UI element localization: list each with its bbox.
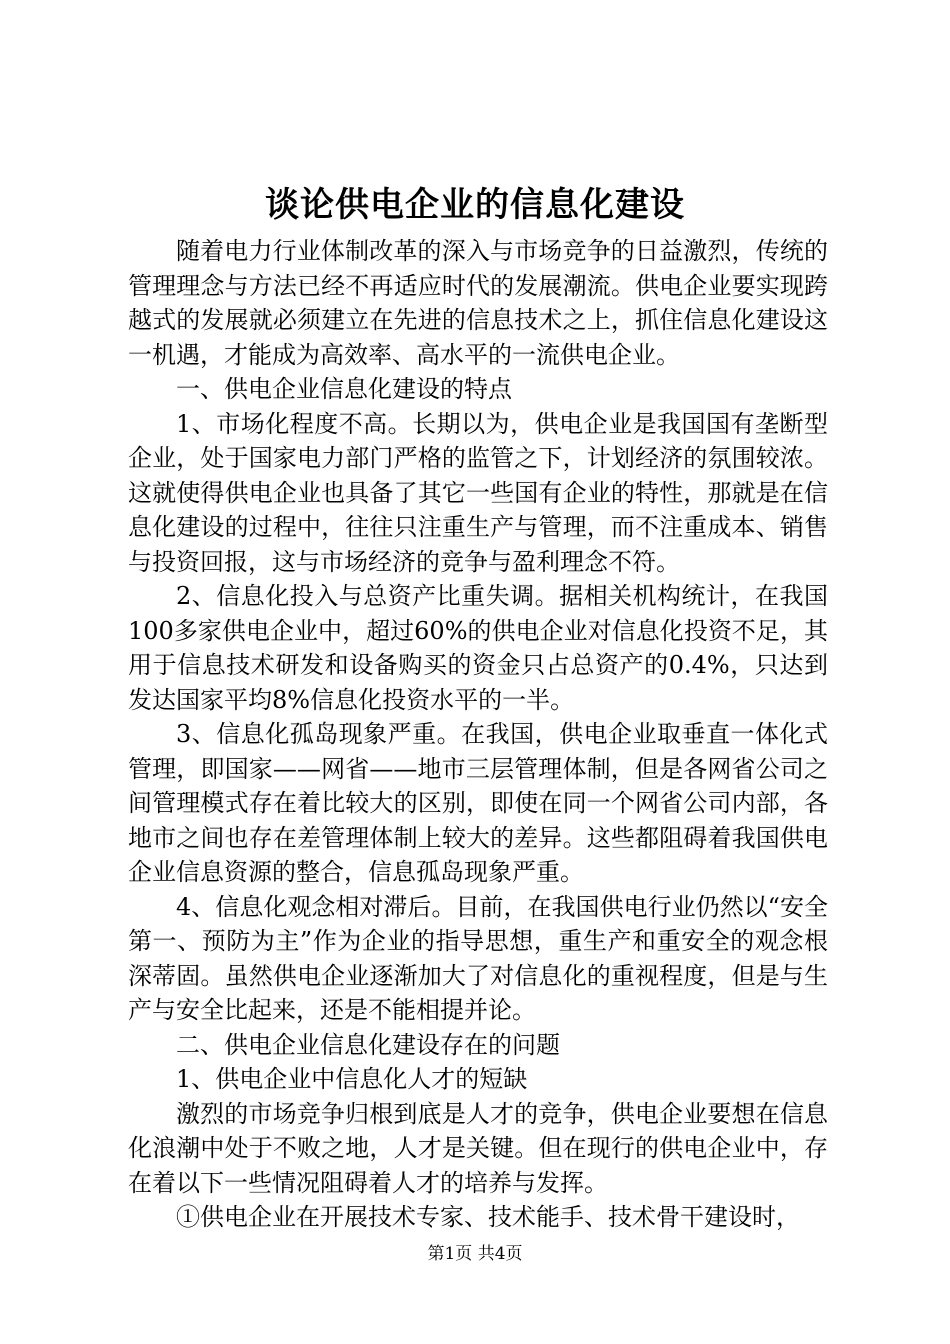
page-footer: 第1页 共4页 [427, 1244, 523, 1264]
paragraph-point-4: 4、信息化观念相对滞后。目前，在我国供电行业仍然以“安全第一、预防为主”作为企业的指导思想，重生产和重安全的观念根深蒂固。虽然供电企业逐渐加大了对信息化的重视程度，但是与生产与安全比起来，还是不能相提并论。 [128, 892, 828, 1024]
document-body [128, 234, 828, 1235]
subsection-heading-1: 1、供电企业中信息化人才的短缺 [176, 1065, 528, 1093]
paragraph-point-2: 2、信息化投入与总资产比重失调。据相关机构统计，在我国100多家供电企业中，超过60%的供电企业对信息化投资不足，其用于信息技术研发和设备购买的资金只占总资产的0.4%，只达到发达国家平均8%信息化投资水平的一半。 [128, 582, 828, 714]
section-heading-2: 二、供电企业信息化建设存在的问题 [176, 1030, 560, 1059]
paragraph-item-1: ①供电企业在开展技术专家、技术能手、技术骨干建设时， [176, 1203, 800, 1231]
document-title: 谈论供电企业的信息化建设 [265, 185, 685, 225]
section-heading-1: 一、供电企业信息化建设的特点 [176, 375, 512, 403]
paragraph-intro: 随着电力行业体制改革的深入与市场竞争的日益激烈，传统的管理理念与方法已经不再适应时代的发展潮流。供电企业要实现跨越式的发展就必须建立在先进的信息技术之上，抓住信息化建设这一机遇，才能成为高效率、高水平的一流供电企业。 [128, 237, 828, 369]
paragraph-talent: 激烈的市场竞争归根到底是人才的竞争，供电企业要想在信息化浪潮中处于不败之地，人才是关键。但在现行的供电企业中，存在着以下一些情况阻碍着人才的培养与发挥。 [128, 1099, 828, 1197]
paragraph-point-3: 3、信息化孤岛现象严重。在我国，供电企业取垂直一体化式管理，即国家——网省——地市三层管理体制，但是各网省公司之间管理模式存在着比较大的区别，即使在同一个网省公司内部，各地市之间也存在差管理体制上较大的差异。这些都阻碍着我国供电企业信息资源的整合，信息孤岛现象严重。 [128, 720, 828, 886]
paragraph-point-1: 1、市场化程度不高。长期以为，供电企业是我国国有垄断型企业，处于国家电力部门严格的监管之下，计划经济的氛围较浓。这就使得供电企业也具备了其它一些国有企业的特性，那就是在信息化建设的过程中，往往只注重生产与管理，而不注重成本、销售与投资回报，这与市场经济的竞争与盈利理念不符。 [128, 409, 828, 576]
